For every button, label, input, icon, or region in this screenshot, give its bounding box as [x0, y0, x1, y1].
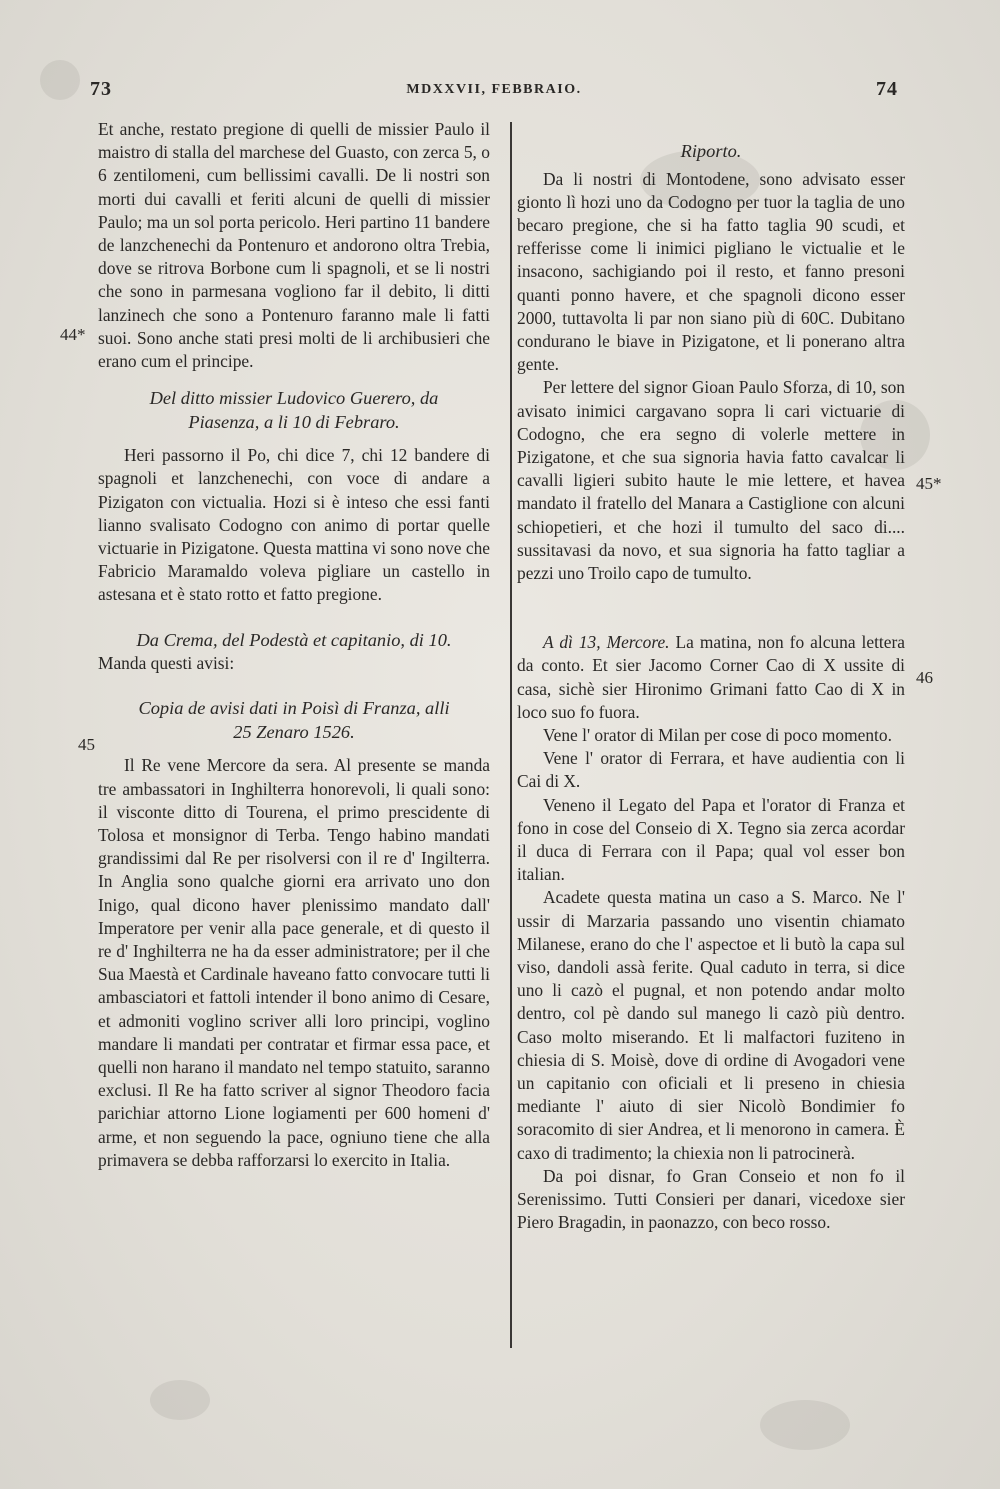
paragraph: Il Re vene Mercore da sera. Al presente se manda tre ambassatori in Inghilterra honorevoli, li quali sono: il visconte ditto di Tourena, el primo prescidente di Tolosa et monsignor di Terba. Tengo habino mandati grandissimi dal Re per risolversi con il re d' Ingilterra. In Anglia sono qualche giorni era arrivato uno don Inigo, qual dicono haver plenissimo mandato dall' Imperatore per venir alla pace generale, et di questo il re d' Inghilterra ne ha da esser administratore; per il che Sua Maestà et Cardinale haveano fatto convocare tutti li ambasciatori et fattoli intender il bono animo di Cesare, et admoniti voglino scriver alli loro principi, voglino mandare li mandati per contratar et firmar essa pace, et quelli non harano il mandato nel tempo statuito, saranno exclusi. Il Re ha fatto scriver al signor Theodoro facia parichiar attorno Lione logiamenti per 600 homeni d' arme, et non seguendo la pace, ogniuno tiene che alla primavera se debba rafforzarsi lo exercito in Italia. [98, 755, 490, 1170]
paragraph: Et anche, restato pregione di quelli de missier Paulo il maistro di stalla del marchese del Guasto, con zerca 5, o 6 zentilomeni, cum bellissimi cavalli. De li nostri son morti dui cavalli et feriti alcuni de quelli di missier Paulo; ma un sol porta pericolo. Heri partino 11 bandere de lanzchenechi da Pontenuro et andorono oltra Trebia, dove se ritrova Borbone cum li spagnoli, et se li nostri che sono in parmesana vogliono far il debito, li ditti lanzinech che sono a Pontenuro faranno male li fatti suoi. Sono anche stati presi molti de li archibusieri che erano cum el principe. [98, 119, 490, 372]
right-column [517, 118, 905, 1234]
section-heading [98, 697, 490, 744]
column-divider [510, 122, 512, 1348]
heading-line: Del ditto missier Ludovico Guerero, da [149, 388, 439, 409]
heading-line: 25 Zenaro 1526. [233, 721, 355, 742]
section-heading [98, 387, 490, 434]
running-header [90, 78, 898, 108]
margin-note-45-left: 45 [78, 735, 95, 754]
heading-line: Copia de avisi dati in Poisì di Franza, alli [138, 698, 450, 719]
paragraph: Per lettere del signor Gioan Paulo Sforza, di 10, son avisato inimici cargavano sopra li cari victuarie di Codogno, che era segno di volerle mettere in Pizigatone, et che sua signoria havia fatto cavalcar li cavalli ligieri subito haute le mie lettere, et havea mandato il fratello del Manara a Castiglione con alcuni schiopetieri, et che hozi il tumulto del saco di.... sussitavasi da novo, et sua signoria ha fatto tagliar a pezzi uno Troilo capo de tumulto. [517, 377, 905, 583]
page-number-right: 74 [876, 78, 898, 100]
section-heading: Da Crema, del Podestà et capitanio, di 10. [136, 629, 452, 650]
page-number-left: 73 [90, 78, 112, 100]
paragraph: Da li nostri di Montodene, sono advisato esser gionto lì hozi uno da Codogno per tuor la taglia de uno becaro pregione, che si ha fatto taglia 90 scudi, et refferisse come li inimici pigliano le victualie et le insacono, sachigiando poi il resto, et fanno presoni quanti ponno havere, et che spagnoli dicono esser 2000, tuttavolta li par non siano più di 60C. Dubitano condurano le biave in Pizigatone, et li ponerano altra gente. [517, 168, 905, 375]
inline-heading: A dì 13, Mercore. [543, 632, 670, 653]
running-title: MDXXVII, FEBBRAIO. [406, 82, 582, 97]
heading-line: Piasenza, a li 10 di Febraro. [188, 411, 400, 432]
paragraph [517, 631, 905, 724]
paragraph: Acadete questa matina un caso a S. Marco. Ne l' ussir di Marzaria passando uno visentin chiamato Milanese, erano do che l' aspectoe et li butò la capa sul viso, dandoli assà ferite. Qual caduto in terra, si dice uno li cazò el pugnal, et non potendo andar molto dentro, col pè dando sul manego li cazò più dentro. Caso molto miserando. Et li malfactori fuziteno in chiesia di S. Moisè, dove di ordine di Avogadori vene un capitanio con oficiali et li preseno in chiesia mediante l' aiuto di sier Nicolò Bondimier fo soracomito di sier Andrea, et li menorono in camera. È caxo di tradimento; la chiexia non li patrocinerà. [517, 887, 905, 1163]
paragraph: Heri passorno il Po, chi dice 7, chi 12 bandere di spagnoli et lanzchenechi, con voce di andare a Pizigaton con victualia. Hozi si è inteso che essi fanti lianno svalisato Codogno con animo di portar quelle victuarie in Pizigatone. Questa mattina vi sono nove che Fabricio Maramaldo voleva pigliare un castello in astesana et è stato rotto et fatto pregione. [98, 445, 490, 605]
paragraph: Manda questi avisi: [98, 653, 235, 674]
margin-note-46: 46 [916, 668, 933, 687]
margin-note-44: 44* [60, 325, 86, 344]
paragraph-text: La matina, non fo alcuna lettera da conto. Et sier Jacomo Corner Cao di X ussite di casa, sichè sier Hironimo Grimani fatto Cao di X in loco suo fo fuora. [517, 632, 905, 722]
paper-stain [760, 1400, 850, 1450]
left-column [98, 118, 490, 1172]
section-heading: Riporto. [680, 141, 742, 161]
paragraph: Vene l' orator di Ferrara, et have audientia con li Cai di X. [517, 748, 905, 792]
margin-note-45-right: 45* [916, 474, 942, 493]
paragraph: Veneno il Legato del Papa et l'orator di Franza et fono in cose del Conseio di X. Tegno sia zerca acordar il duca di Ferrara con il Papa; qual vol esser bon italian. [517, 794, 905, 885]
paper-stain [150, 1380, 210, 1420]
paper-stain [40, 60, 80, 100]
paragraph: Da poi disnar, fo Gran Conseio et non fo il Serenissimo. Tutti Consieri per danari, vicedoxe sier Piero Bragadin, in paonazzo, con beco rosso. [517, 1165, 905, 1233]
paragraph: Vene l' orator di Milan per cose di poco momento. [543, 724, 892, 745]
